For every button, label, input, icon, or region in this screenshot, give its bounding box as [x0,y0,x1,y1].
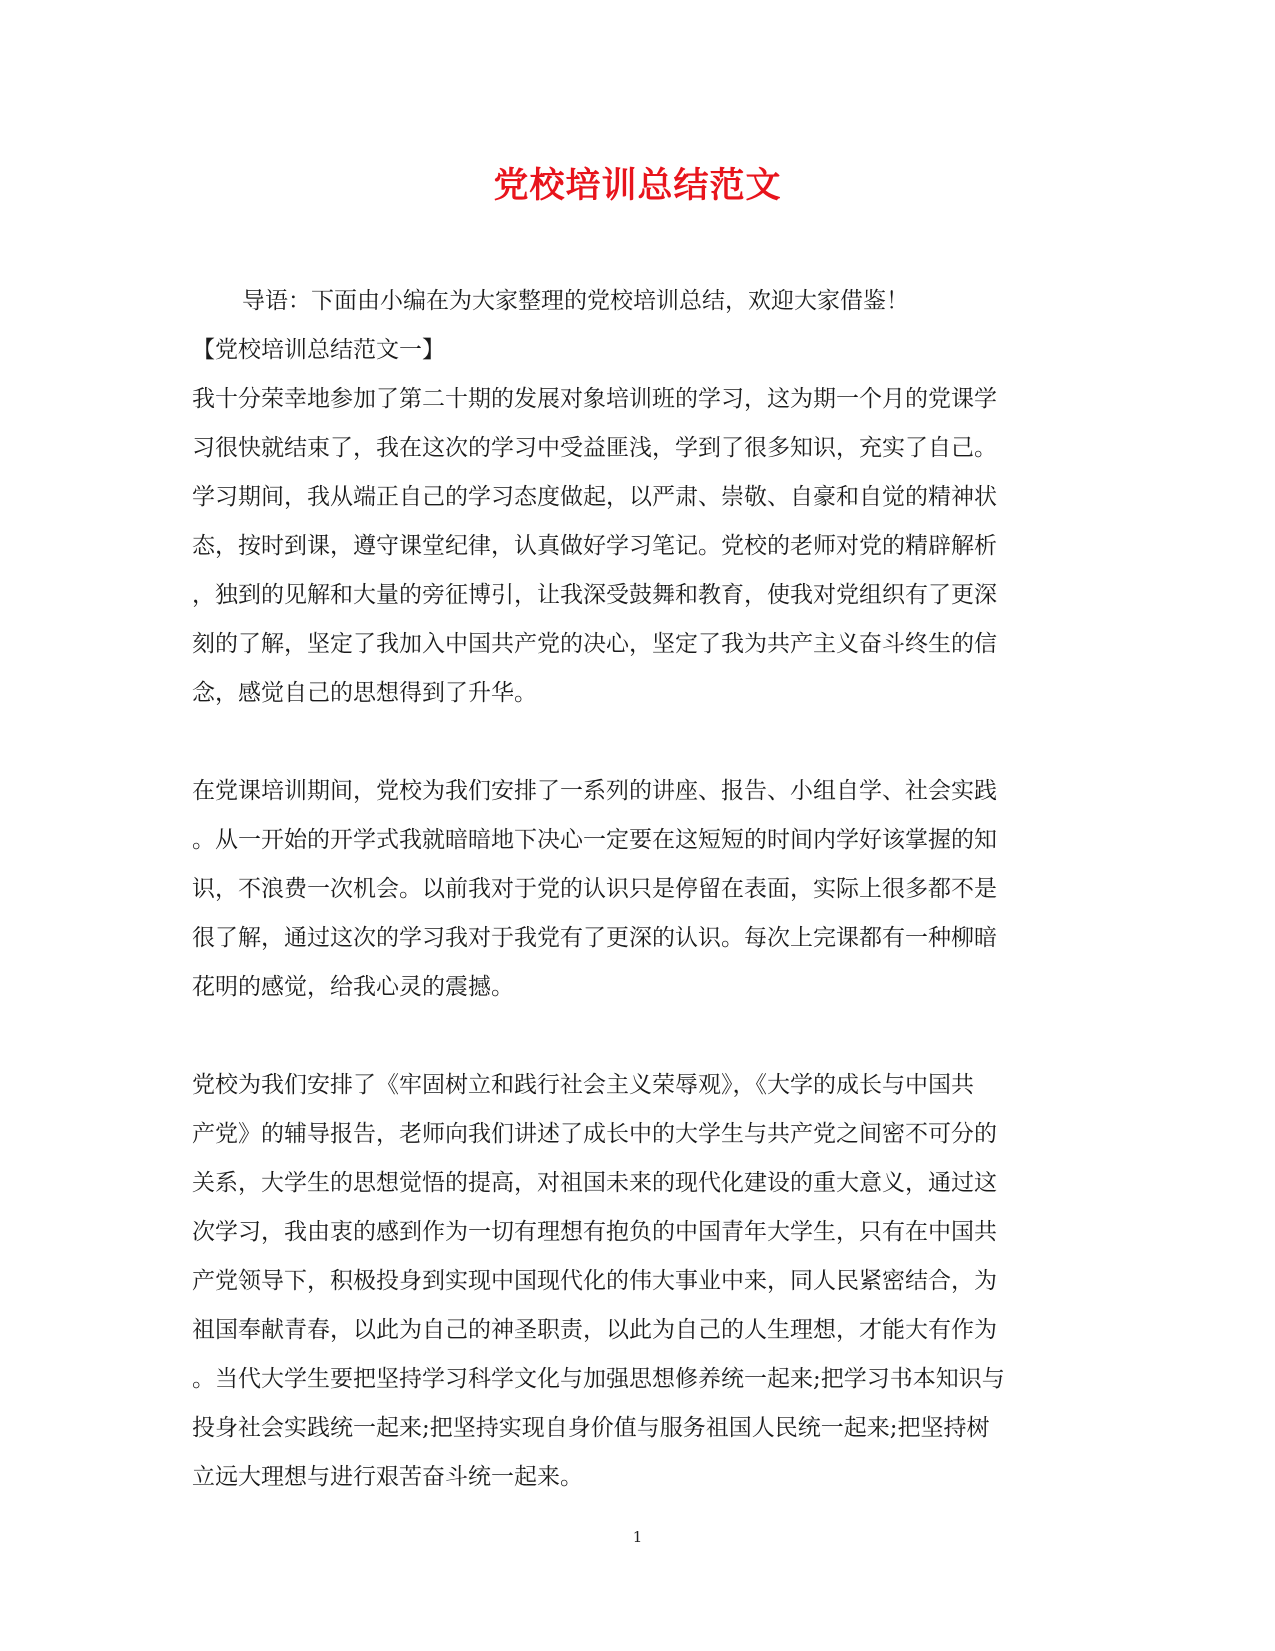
paragraph-line: 。当代大学生要把坚持学习科学文化与加强思想修养统一起来;把学习书本知识与 [192,1366,1005,1392]
paragraph-line: 刻的了解，坚定了我加入中国共产党的决心，坚定了我为共产主义奋斗终生的信 [192,631,997,657]
paragraph-line: ，独到的见解和大量的旁征博引，让我深受鼓舞和教育，使我对党组织有了更深 [192,582,997,608]
paragraph-line: 次学习，我由衷的感到作为一切有理想有抱负的中国青年大学生，只有在中国共 [192,1219,997,1245]
paragraph-line: 态，按时到课，遵守课堂纪律，认真做好学习笔记。党校的老师对党的精辟解析 [192,533,997,559]
paragraph-line: 识，不浪费一次机会。以前我对于党的认识只是停留在表面，实际上很多都不是 [192,876,997,902]
paragraph-line: 花明的感觉，给我心灵的震撼。 [192,974,514,1000]
paragraph-gap [192,718,1082,767]
paragraph-line: 关系，大学生的思想觉悟的提高，对祖国未来的现代化建设的重大意义，通过这 [192,1170,997,1196]
paragraph-line: 党校为我们安排了《牢固树立和践行社会主义荣辱观》，《大学的成长与中国共 [192,1072,974,1098]
paragraph-line: 很了解，通过这次的学习我对于我党有了更深的认识。每次上完课都有一种柳暗 [192,925,997,951]
paragraph-3 [192,1061,1082,1502]
paragraph-line: 在党课培训期间，党校为我们安排了一系列的讲座、报告、小组自学、社会实践 [192,778,997,804]
paragraph-1 [192,375,1082,718]
paragraph-2 [192,767,1082,1012]
paragraph-line: 念，感觉自己的思想得到了升华。 [192,680,537,706]
paragraph-line: 祖国奉献青春，以此为自己的神圣职责，以此为自己的人生理想，才能大有作为 [192,1317,997,1343]
page-number: 1 [632,1528,643,1546]
paragraph-line: 学习期间，我从端正自己的学习态度做起，以严肃、崇敬、自豪和自觉的精神状 [192,484,997,510]
paragraph-line: 习很快就结束了，我在这次的学习中受益匪浅，学到了很多知识，充实了自己。 [192,435,997,461]
document-body [192,277,1082,1502]
paragraph-line: 投身社会实践统一起来;把坚持实现自身价值与服务祖国人民统一起来;把坚持树 [192,1415,990,1441]
paragraph-line: 产党领导下，积极投身到实现中国现代化的伟大事业中来，同人民紧密结合，为 [192,1268,997,1294]
intro-line: 导语：下面由小编在为大家整理的党校培训总结，欢迎大家借鉴！ [242,288,909,314]
paragraph-line: 产党》的辅导报告，老师向我们讲述了成长中的大学生与共产党之间密不可分的 [192,1121,997,1147]
paragraph-line: 我十分荣幸地参加了第二十期的发展对象培训班的学习，这为期一个月的党课学 [192,386,997,412]
paragraph-line: 。从一开始的开学式我就暗暗地下决心一定要在这短短的时间内学好该掌握的知 [192,827,997,853]
section-heading: 【党校培训总结范文一】 [192,337,445,363]
paragraph-gap [192,1012,1082,1061]
document-title: 党校培训总结范文 [493,165,782,206]
paragraph-line: 立远大理想与进行艰苦奋斗统一起来。 [192,1464,583,1490]
